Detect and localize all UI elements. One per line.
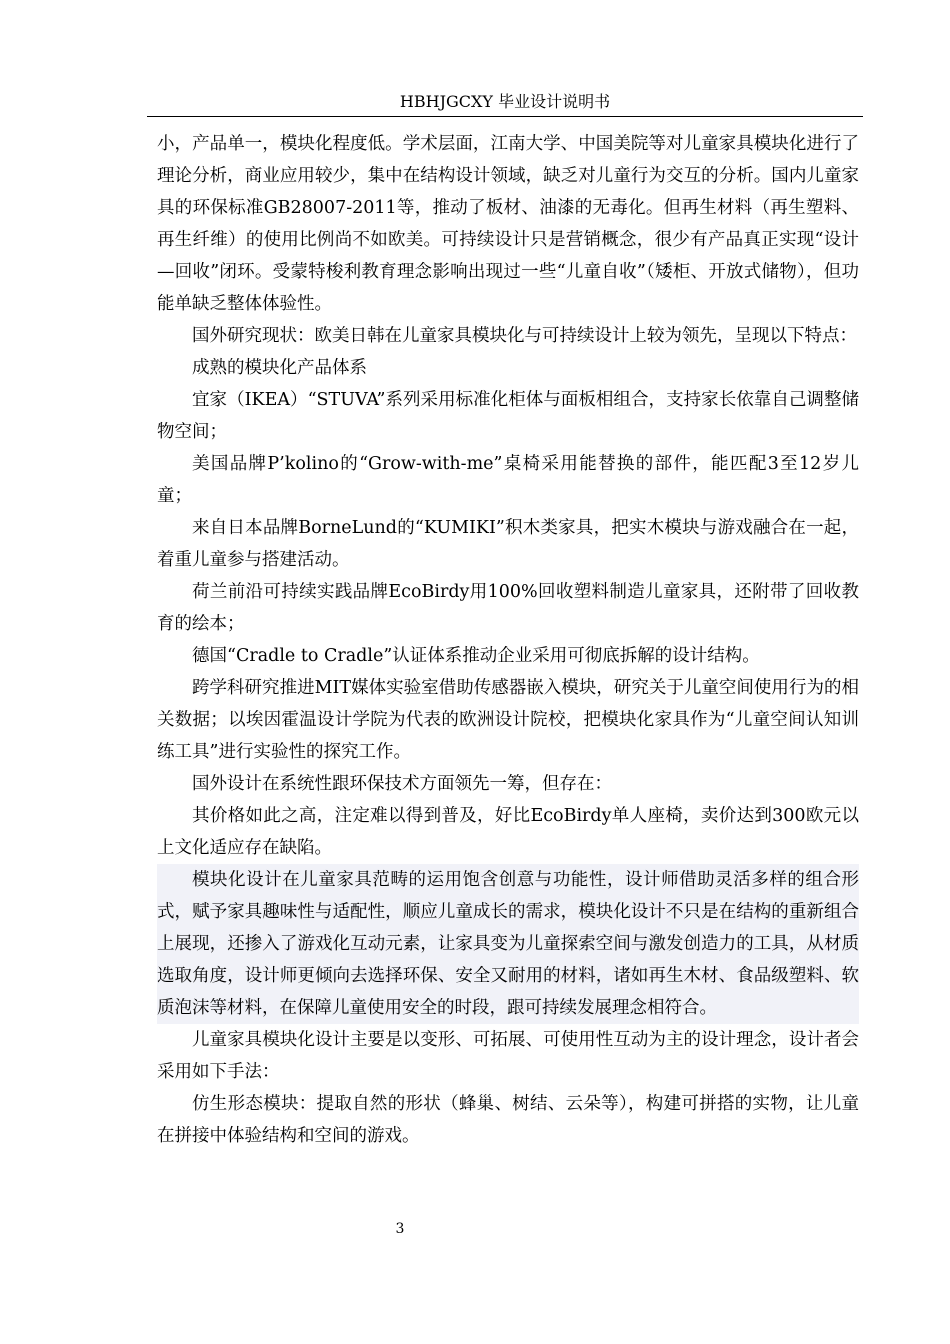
- paragraph-domestic-status: 小，产品单一，模块化程度低。学术层面，江南大学、中国美院等对儿童家具模块化进行了理论分析，商业应用较少，集中在结构设计领域，缺乏对儿童行为交互的分析。国内儿童家具的环保标准GB28007-2011等，推动了板材、油漆的无毒化。但再生材料（再生塑料、再生纤维）的使用比例尚不如欧美。可持续设计只是营销概念，很少有产品真正实现“设计—回收”闭环。受蒙特梭利教育理念影响出现过一些“儿童自收”（矮柜、开放式储物），但功能单缺乏整体体验性。: [157, 134, 859, 314]
- paragraph-ecobirdy: 荷兰前沿可持续实践品牌EcoBirdy用100%回收塑料制造儿童家具，还附带了回收教育的绘本；: [157, 582, 859, 634]
- paragraph-modular-system: 成熟的模块化产品体系: [192, 358, 367, 378]
- document-body: [157, 128, 859, 1152]
- paragraph-cradle-to-cradle: 德国“Cradle to Cradle”认证体系推动企业采用可彻底拆解的设计结构。: [192, 646, 760, 666]
- paragraph-foreign-status: 国外研究现状：欧美日韩在儿童家具模块化与可持续设计上较为领先，呈现以下特点：: [192, 326, 857, 346]
- paragraph-bornelund: 来自日本品牌BorneLund的“KUMIKI”积木类家具，把实木模块与游戏融合在一起，着重儿童参与搭建活动。: [157, 518, 859, 570]
- paragraph-design-concept: 儿童家具模块化设计主要是以变形、可拓展、可使用性互动为主的设计理念，设计者会采用如下手法：: [157, 1030, 859, 1082]
- paragraph-bionic-module: 仿生形态模块：提取自然的形状（蜂巢、树结、云朵等），构建可拼搭的实物，让儿童在拼接中体验结构和空间的游戏。: [157, 1094, 859, 1146]
- page-header: HBHJGCXY 毕业设计说明书: [399, 92, 611, 111]
- header-divider: [147, 116, 863, 117]
- paragraph-ikea: 宜家（IKEA）“STUVA”系列采用标准化柜体与面板相组合，支持家长依靠自己调整储物空间；: [157, 390, 859, 442]
- paragraph-price-issue: 其价格如此之高，注定难以得到普及，好比EcoBirdy单人座椅，卖价达到300欧元以上文化适应存在缺陷。: [157, 806, 859, 858]
- page-number: 3: [395, 1221, 405, 1237]
- paragraph-foreign-lead: 国外设计在系统性跟环保技术方面领先一筹，但存在：: [192, 774, 612, 794]
- paragraph-pkolino: 美国品牌P’kolino的“Grow-with-me”桌椅采用能替换的部件，能匹配3至12岁儿童；: [157, 454, 859, 506]
- paragraph-interdisciplinary: 跨学科研究推进MIT媒体实验室借助传感器嵌入模块，研究关于儿童空间使用行为的相关数据；以埃因霍温设计学院为代表的欧洲设计院校，把模块化家具作为“儿童空间认知训练工具”进行实验性的探究工作。: [157, 678, 859, 762]
- paragraph-modular-design: 模块化设计在儿童家具范畴的运用饱含创意与功能性，设计师借助灵活多样的组合形式，赋予家具趣味性与适配性，顺应儿童成长的需求，模块化设计不只是在结构的重新组合上展现，还掺入了游戏化互动元素，让家具变为儿童探索空间与激发创造力的工具，从材质选取角度，设计师更倾向去选择环保、安全又耐用的材料，诸如再生木材、食品级塑料、软质泡沫等材料，在保障儿童使用安全的时段，跟可持续发展理念相符合。: [157, 864, 859, 1024]
